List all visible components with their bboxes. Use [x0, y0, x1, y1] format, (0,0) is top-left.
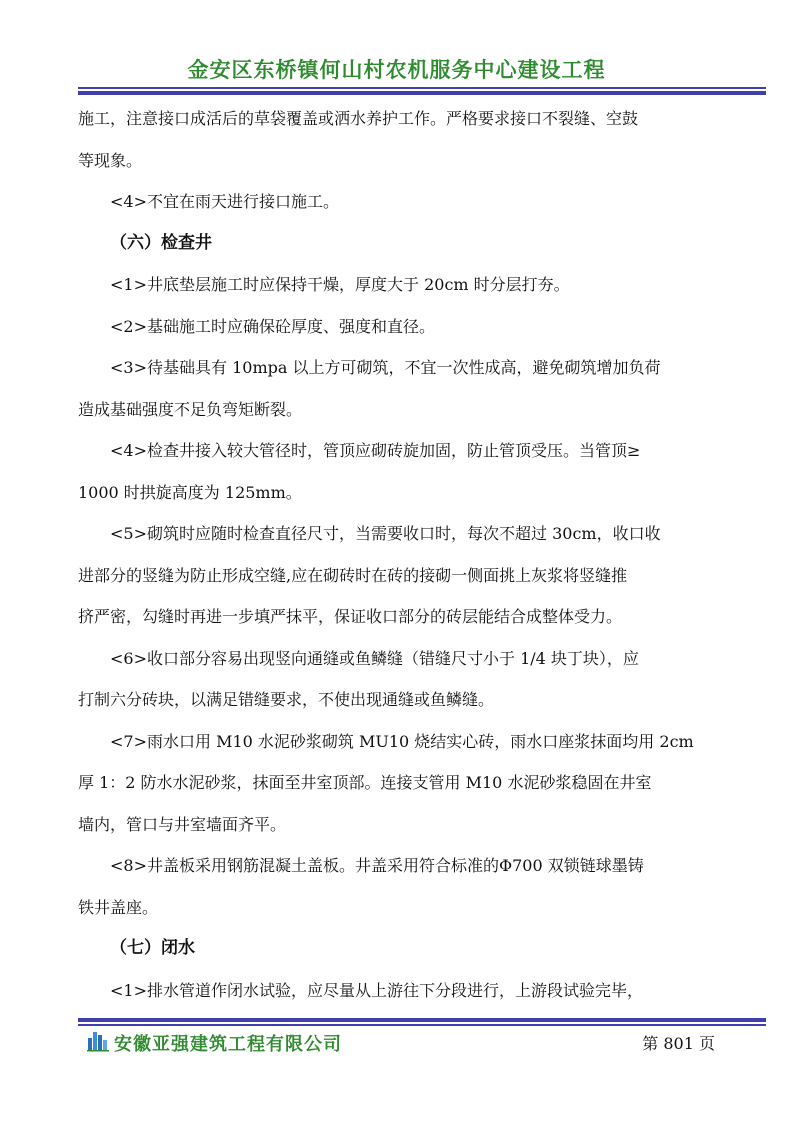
- body-line: <2>基础施工时应确保砼厚度、强度和直径。: [110, 316, 435, 336]
- body-line: <6>收口部分容易出现竖向通缝或鱼鳞缝（错缝尺寸小于 1/4 块丁块），应: [110, 648, 639, 668]
- body-line: <1>井底垫层施工时应保持干燥，厚度大于 20cm 时分层打夯。: [110, 275, 570, 294]
- body-line: <7>雨水口用 M10 水泥砂浆砌筑 MU10 烧结实心砖，雨水口座浆抹面均用 2cm: [110, 731, 694, 751]
- body-line: 造成基础强度不足负弯矩断裂。: [78, 399, 303, 419]
- body-line: 厚 1：2 防水水泥砂浆，抹面至井室顶部。连接支管用 M10 水泥砂浆稳固在井室: [78, 773, 652, 792]
- footer-page-number: 第 801 页: [642, 1034, 715, 1053]
- body-line: <8>井盖板采用钢筋混凝土盖板。井盖采用符合标准的Φ700 双锁链球墨铸: [110, 856, 644, 875]
- document-body: [78, 98, 733, 1011]
- body-line: 打制六分砖块，以满足错缝要求，不使出现通缝或鱼鳞缝。: [78, 690, 495, 709]
- footer-company-name: 安徽亚强建筑工程有限公司: [114, 1034, 342, 1055]
- body-line: 进部分的竖缝为防止形成空缝,应在砌砖时在砖的接砌一侧面挑上灰浆将竖缝推: [78, 565, 628, 585]
- body-line: <4>检查井接入较大管径时，管顶应砌砖旋加固，防止管顶受压。当管顶≥: [110, 441, 641, 460]
- header-rule-thick: [78, 91, 766, 95]
- body-line: <5>砌筑时应随时检查直径尺寸，当需要收口时，每次不超过 30cm，收口收: [110, 524, 661, 543]
- company-logo-icon: [86, 1028, 110, 1052]
- section-heading-closed-water: （七）闭水: [110, 938, 195, 958]
- body-line: 等现象。: [78, 150, 143, 170]
- body-line: 挤严密，勾缝时再进一步填严抹平，保证收口部分的砖层能结合成整体受力。: [78, 607, 623, 626]
- document-header-title: 金安区东桥镇何山村农机服务中心建设工程: [187, 58, 606, 82]
- body-line: 墙内，管口与井室墙面齐平。: [78, 814, 287, 834]
- footer-rule-thick: [78, 1018, 766, 1022]
- body-line: <4>不宜在雨天进行接口施工。: [110, 192, 339, 211]
- body-line: 施工，注意接口成活后的草袋覆盖或洒水养护工作。严格要求接口不裂缝、空鼓: [78, 109, 639, 128]
- section-heading-inspection-well: （六）检查井: [110, 232, 212, 253]
- body-line: 1000 时拱旋高度为 125mm。: [78, 482, 302, 502]
- body-line: 铁井盖座。: [78, 897, 159, 917]
- body-line: <1>排水管道作闭水试验，应尽量从上游往下分段进行，上游段试验完毕，: [110, 980, 643, 1000]
- footer-rule-thin: [78, 1024, 766, 1026]
- body-line: <3>待基础具有 10mpa 以上方可砌筑，不宜一次性成高，避免砌筑增加负荷: [110, 358, 661, 377]
- header-rule-thin: [78, 87, 766, 89]
